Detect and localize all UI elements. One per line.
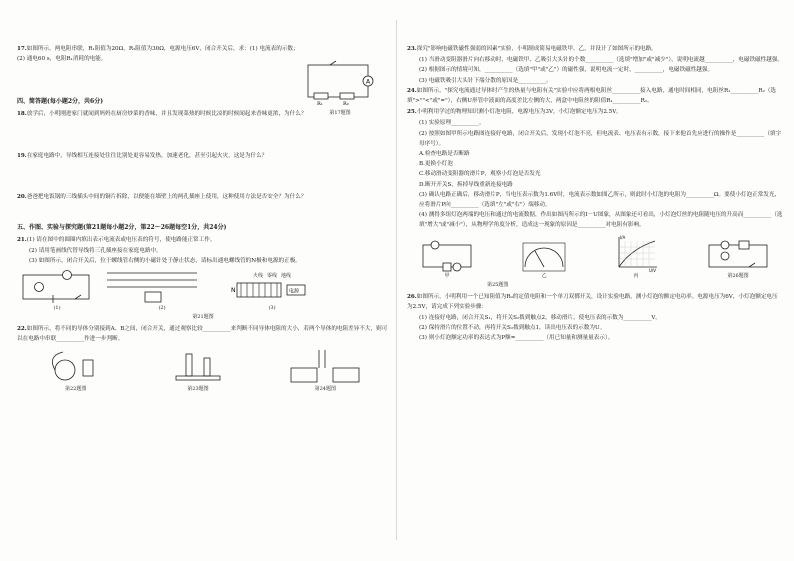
figure-21-1: (1) <box>17 269 97 312</box>
question-18: 18.放学后，小明刚进家门就闻到妈妈在厨房炒菜的香味，并且发现菜热的时候比凉的时候闻起来香味更浓，为什么？ <box>17 111 307 118</box>
question-23-part-2: (2) 根据图示的情境可知，__________（选填"甲"或"乙"）的磁性强，说明电流一定时，__________，电磁铁磁性越强。 <box>419 67 714 74</box>
heat-24-diagram <box>285 346 365 386</box>
electromagnet-23-diagram <box>168 346 228 386</box>
figure-25-caption: 第25题图 <box>487 281 509 288</box>
question-25-part-2: (2) 按照如图甲所示电路图连接好电路，闭合开关后，发现小灯泡不亮，但电流表、电压表有示数，接下来他首先应进行的操作是__________（填字母序号）。 <box>419 130 782 147</box>
figure-21-row <box>17 269 389 312</box>
figure-22-24-row <box>17 346 389 393</box>
svg-text:A: A <box>366 78 371 86</box>
figure-17-caption: 第17题图 <box>329 110 351 116</box>
svg-text:R₁: R₁ <box>317 101 323 107</box>
question-24: 24.如图所示，"探究电流通过导体时产生的热量与电阻有关"实验中应将两根电阻丝__________接入电路，通电时间相同，电阻丝R₁__________R₂（选填">""<"或"="），右侧U形管中液面的高度差比左侧的大，两盒中电阻丝的阻值R₁__________R₂。 <box>407 87 777 105</box>
figure-21-3: 火线 零线 地线 N 电源 (3) <box>227 272 317 312</box>
question-25-option-a: A.检查电路是否断路 <box>419 151 470 158</box>
question-25-option-c: C.移动滑动变阻器的滑片P，观察小灯泡是否发光 <box>419 171 541 178</box>
question-23: 23.探究"影响电磁铁磁性强弱的因素"实验，小明制成简易电磁铁甲、乙，并设计了如图所示的电路。 <box>407 46 657 52</box>
u-axis-label: U/V <box>649 267 657 273</box>
figure-26: 第26题图 <box>703 239 773 280</box>
svg-text:R₂: R₂ <box>343 101 349 107</box>
solenoid-21-3-diagram <box>227 279 317 305</box>
circuit-21-1-diagram <box>17 269 97 305</box>
figure-25-yi: 乙 <box>519 239 569 280</box>
figure-24: 第24题图 <box>285 346 365 393</box>
question-25-option-b: B.更换小灯泡 <box>419 161 453 168</box>
question-21-part-2: (2) 请用笔画线代替导线将三孔插座接在家庭电路中。 <box>29 248 162 255</box>
circuit-22-diagram <box>41 346 111 386</box>
question-17: 17.如图所示，两电阻串联，R₁阻值为20Ω，R₂阻值为30Ω，电源电压6V，闭合开关后，求：(1) 电流表的示数；(2) 通电60 s，电阻R₁消耗的电能。 <box>17 46 299 63</box>
question-19: 19.在家庭电路中，导线相互连接处往往比别处更容易发热，加速老化，甚至引起火灾，这是为什么？ <box>17 152 268 159</box>
figure-21-caption: 第21题图 <box>192 313 214 320</box>
power-source-label: 电源 <box>289 288 300 295</box>
question-25-option-d: D.断开开关S，拆掉导线重新连接电路 <box>419 181 513 188</box>
question-23-part-3: (3) 电磁铁吸引大头针下端分散的原因是__________。 <box>419 77 552 84</box>
question-21: 21.(1) 请在图中的圆圈内填出表示电流表或电压表的符号，使电路能正常工作。 <box>17 237 216 244</box>
circuit-26-diagram <box>703 239 773 273</box>
right-page <box>397 0 794 561</box>
section-5-heading: 五、作图、实验与探究题(第21题每小题2分，第22～26题每空1分，共24分) <box>17 224 227 232</box>
ammeter-25-yi-diagram <box>519 239 569 273</box>
question-22: 22.如图所示，将不同的导体分别接到A、B之间，闭合开关，通过观察比较__________来判断不同导体电阻的大小，若两个导体的电阻差异不大，则可以在电路中串联__________作进一步判断。 <box>17 325 388 342</box>
iu-graph-25-bing <box>611 233 661 273</box>
right-column <box>407 44 783 344</box>
question-25: 25.小明利用学过的物理知识测小灯泡电阻，电源电压为3V，小灯泡额定电压为2.5V。 <box>407 109 622 116</box>
question-26-part-2: (2) 保持滑片的位置不动，再将开关S₂拨到触点1，读出电压表的示数为U。 <box>419 325 606 332</box>
question-26: 26.如图所示，小明利用一个已知阻值为R₀的定值电阻和一个单刀双掷开关，设计实验电路，测小灯泡的额定电功率。电源电压为6V，小灯泡额定电压为2.5V，请完成下列实验步骤： <box>407 293 778 310</box>
question-25-part-1: (1) 实验原理__________。 <box>419 120 485 127</box>
i-axis-label: I/A <box>620 234 626 240</box>
figure-25-26-row <box>407 233 783 280</box>
figure-25-bing: I/A U/V 丙 <box>611 233 661 280</box>
figure-25-jia: 甲 <box>417 239 477 280</box>
question-26-part-3: (3) 则小灯泡额定功率的表达式为P额=__________（用已知量和测量量表示）。 <box>419 335 614 342</box>
figure-23: 第23题图 <box>168 346 228 393</box>
left-column <box>17 44 389 395</box>
question-25-part-3: (3) 确认电路正确后，移动滑片P，当电压表示数为1.6V时，电流表示数如图乙所示，则此时小灯泡的电阻为__________Ω。要使小灯泡正常发光，应将滑片P向__________（选填"左"或"右"）端移动。 <box>419 191 781 209</box>
section-4-heading: 四、简答题(每小题2分，共6分) <box>17 98 104 106</box>
question-26-part-1: (1) 连接好电路，闭合开关S₁，将开关S₂拨到触点2，移动滑片，使电压表的示数为__________V。 <box>419 315 662 322</box>
question-20: 20.爸爸把电饭锅的三线插头中间的铜片拆除，以便能在墙壁上的两孔插座上使用，这种使用方法是否安全？为什么？ <box>17 193 307 200</box>
north-pole-label: N <box>231 286 236 294</box>
socket-21-2-diagram <box>107 269 217 305</box>
figure-21-2: (2) <box>107 269 217 312</box>
figure-22: 第22题图 <box>41 346 111 393</box>
question-21-part-3: (3) 如图所示，闭合开关后，位于螺线管右侧的小磁针处于静止状态，请标出通电螺线管的N极和电源的正极。 <box>29 258 301 265</box>
question-25-part-4: (4) 测得多组灯泡两端的电压和通过的电流数据，作出如图丙所示的I－U图象，从图象还可看出，小灯泡灯丝的电阻随电压的升高而__________（选填"增大"或"减小"），从物理学角度分析，造成这一现象的原因是__________对电阻有影响。 <box>419 212 783 229</box>
question-23-part-1: (1) 当滑动变阻器滑片向右移动时，电磁铁甲、乙吸引大头针的个数__________（选填"增加"或"减少"），说明电流越__________，电磁铁磁性越强。 <box>419 57 784 64</box>
circuit-25-jia-diagram <box>417 239 477 273</box>
